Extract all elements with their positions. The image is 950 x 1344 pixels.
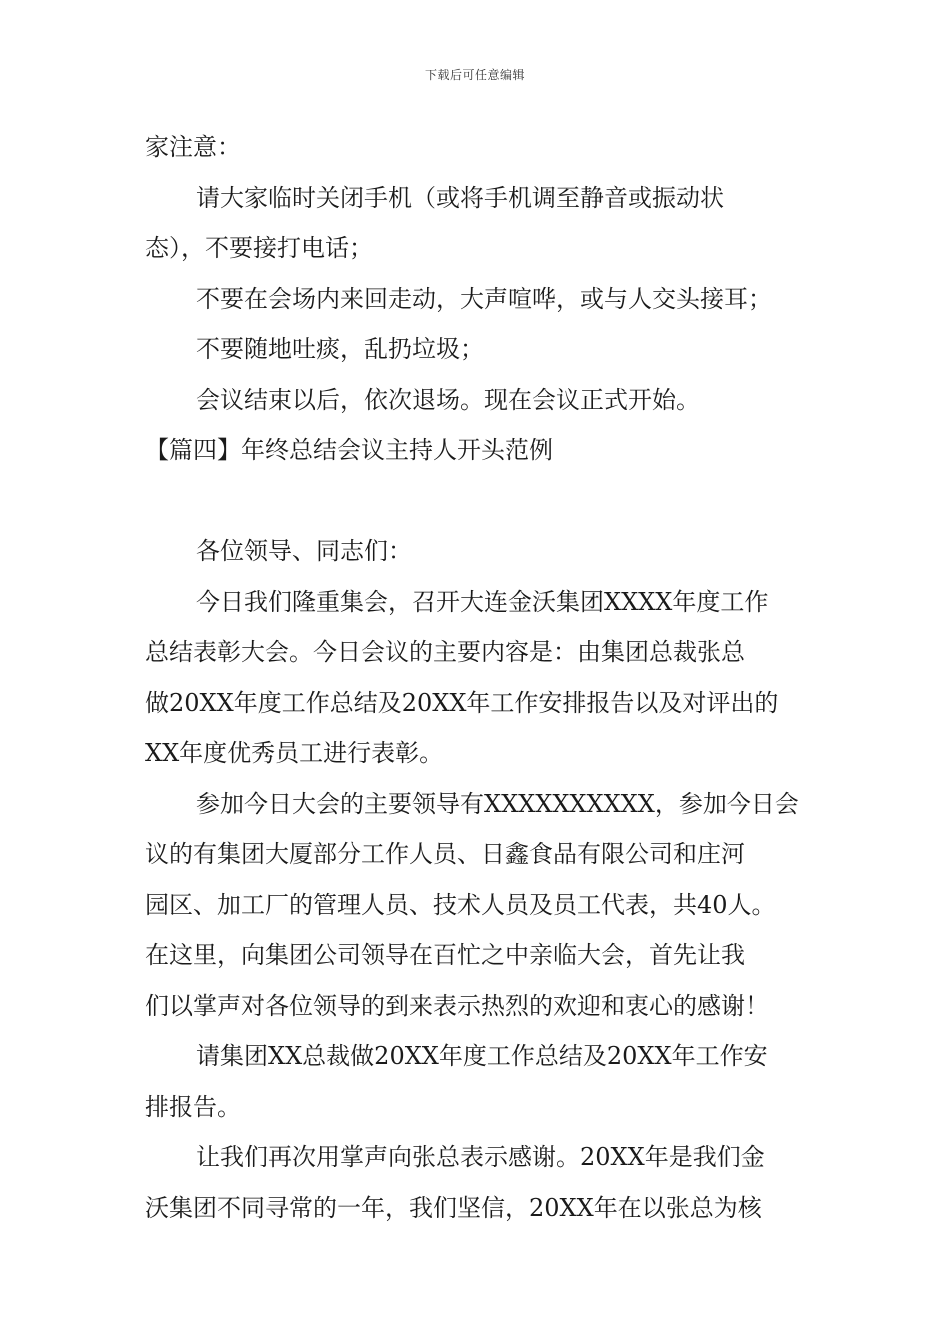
paragraph-line: 议的有集团大厦部分工作人员、日鑫食品有限公司和庄河 — [145, 840, 745, 868]
paragraph-line: 会议结束以后，依次退场。现在会议正式开始。 — [196, 385, 700, 414]
paragraph-line: 请集团XX总裁做20XX年度工作总结及20XX年工作安 — [196, 1042, 768, 1070]
paragraph-line: 总结表彰大会。今日会议的主要内容是：由集团总裁张总 — [145, 638, 745, 666]
paragraph-line: 家注意： — [145, 133, 241, 161]
page-header: 下载后可任意编辑 — [424, 68, 525, 82]
blank-line — [145, 484, 815, 535]
paragraph-line: 在这里，向集团公司领导在百忙之中亲临大会，首先让我 — [145, 941, 745, 969]
paragraph-line: 不要随地吐痰，乱扔垃圾； — [196, 335, 484, 363]
section-heading: 【篇四】年终总结会议主持人开头范例 — [145, 436, 553, 464]
paragraph-line: 排报告。 — [145, 1092, 241, 1121]
paragraph-line: 参加今日大会的主要领导有XXXXXXXXXX，参加今日会 — [196, 789, 799, 818]
paragraph-line: 园区、加工厂的管理人员、技术人员及员工代表，共40人。 — [145, 890, 776, 919]
paragraph-line: 今日我们隆重集会，召开大连金沃集团XXXX年度工作 — [196, 587, 769, 616]
paragraph-line: 们以掌声对各位领导的到来表示热烈的欢迎和衷心的感谢！ — [145, 991, 769, 1020]
paragraph-line: 请大家临时关闭手机（或将手机调至静音或振动状 — [196, 183, 724, 212]
paragraph-line: XX年度优秀员工进行表彰。 — [145, 739, 444, 767]
paragraph-line: 不要在会场内来回走动，大声喧哗，或与人交头接耳； — [196, 284, 772, 313]
document-body — [145, 130, 815, 1241]
paragraph-line: 态），不要接打电话； — [145, 234, 373, 262]
salutation: 各位领导、同志们： — [196, 537, 412, 565]
paragraph-line: 让我们再次用掌声向张总表示感谢。20XX年是我们金 — [196, 1143, 765, 1171]
paragraph-line: 做20XX年度工作总结及20XX年工作安排报告以及对评出的 — [145, 688, 779, 717]
paragraph-line: 沃集团不同寻常的一年，我们坚信，20XX年在以张总为核 — [145, 1193, 762, 1222]
